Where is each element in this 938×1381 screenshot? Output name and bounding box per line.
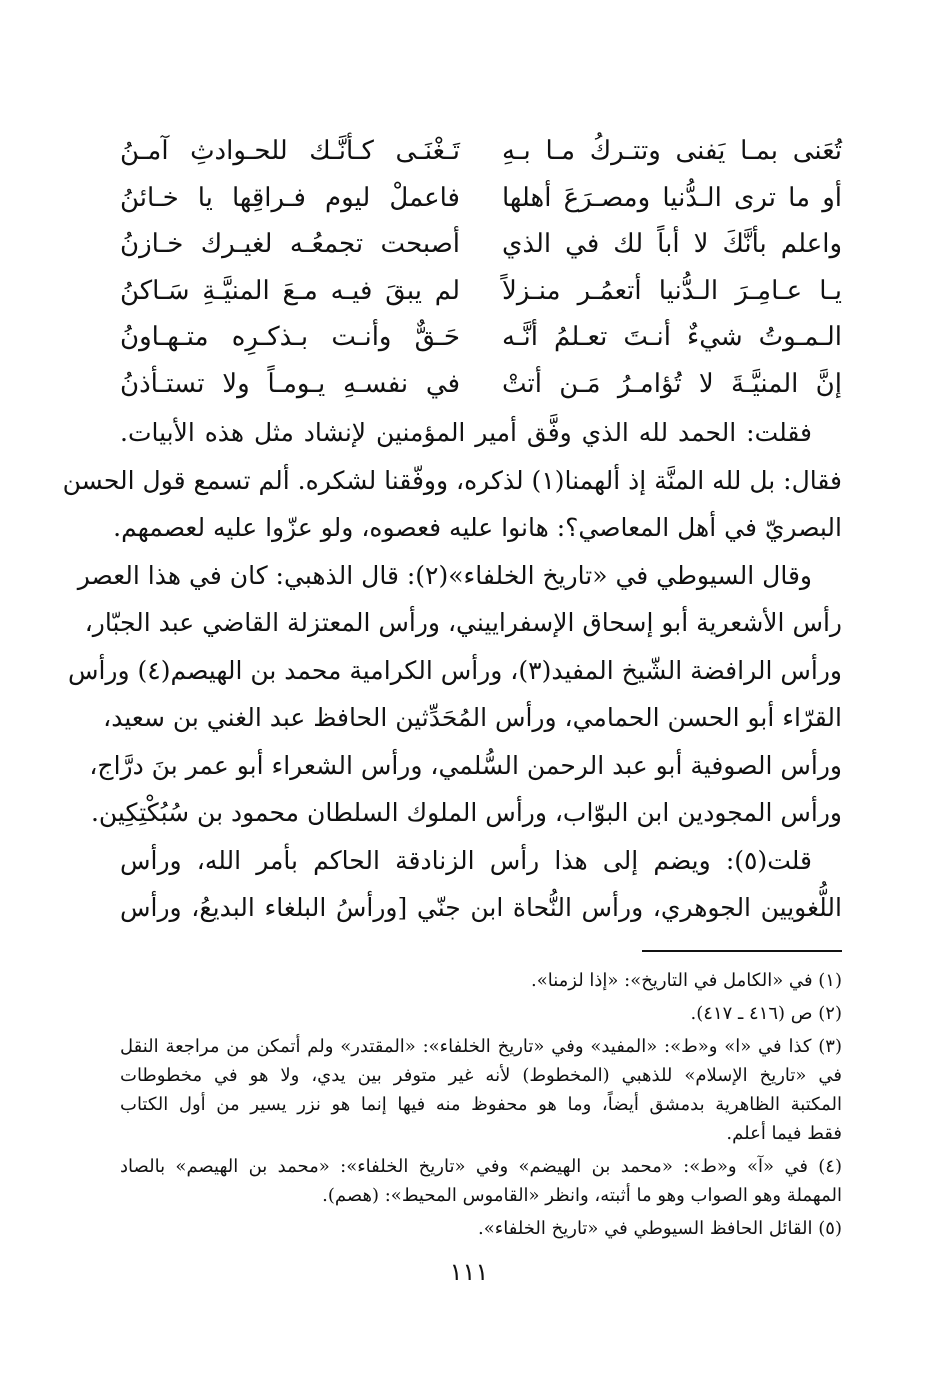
prose-line: فقال: بل لله المنَّة إذ ألهمنا(١) لذكره، ووفّقنا لشكره. ألم تسمع قول الحسن [62, 465, 842, 495]
footnote-separator [642, 950, 842, 952]
prose-line: فقلت: الحمد لله الذي وفَّق أمير المؤمنين لإنشاد مثل هذه الأبيات. [120, 418, 812, 447]
prose-line: رأس الأشعرية أبو إسحاق الإسفراييني، ورأس المعتزلة القاضي عبد الجبّار، [84, 608, 842, 637]
verse [120, 314, 842, 361]
footnote: (١) في «الكامل في التاريخ»: «إذا لزمنا». [530, 969, 842, 991]
footnote-continuation: المهملة وهو الصواب وهو ما أثبته، وانظر «القاموس المحيط»: (هصم). [322, 1184, 842, 1206]
verse-second-hemistich: أصبحت تجمعُـه لغيـرك خـازنُ [120, 229, 460, 259]
prose-line: ورأس الصوفية أبو عبد الرحمن السُّلمي، ورأس الشعراء أبو عمر بنَ درَّاج، [89, 750, 842, 780]
prose-line: قلت(٥): ويضم إلى هذا رأس الزنادقة الحاكم بأمر الله، ورأس [120, 845, 812, 875]
verse [120, 128, 842, 175]
page-body [62, 128, 842, 1243]
prose-line: اللُّغويين الجوهري، ورأس النُّحاة ابن جنّي [ورأسُ البلغاء البديعُ، ورأس [120, 893, 842, 922]
verse-first-hemistich: الـمـوتُ شيءٌ أنـتَ تعـلمُ أنَّـه [502, 322, 842, 352]
footnote: (٥) القائل الحافظ السيوطي في «تاريخ الخلفاء». [478, 1217, 842, 1239]
prose-line: ورأس الرافضة الشّيخ المفيد(٣)، ورأس الكرامية محمد بن الهيصم(٤) ورأس [67, 655, 842, 685]
verse-second-hemistich: في نفسـهِ يـومـاً ولا تستـأذنُ [120, 368, 460, 399]
verse-first-hemistich: يـا عـامِـرَ الـدُّنيا أتعمُـر منـزلاً [502, 275, 842, 306]
footnote: (٢) ص (٤١٦ ـ ٤١٧). [690, 1002, 842, 1024]
footnote-continuation: في «تاريخ الإسلام» للذهبي (المخطوط) لأنه غير متوفر بين يدي، ولا هو في مخطوطات [120, 1064, 842, 1086]
footnote: (٣) كذا في «ا» و«ط»: «المفيد» وفي «تاريخ الخلفاء»: «المقتدر» ولم أتمكن من مراجعة النقل [120, 1035, 842, 1057]
verse-first-hemistich: تُعَنى بمـا يَفنى وتتـركُ مـا بـهِ [502, 136, 842, 166]
verse-first-hemistich: إنَّ المنيَّـةَ لا تُؤامـرُ مَـن أتتْ [502, 368, 842, 399]
prose-line: البصريّ في أهل المعاصي؟: هانوا عليه فعصوه، ولو عزّوا عليه لعصمهم. [113, 513, 842, 542]
footnote: (٤) في «آ» و«ط»: «محمد بن الهيضم» وفي «تاريخ الخلفاء»: «محمد بن الهيصم» بالصاد [120, 1155, 842, 1177]
poem [120, 128, 842, 407]
prose-line: القرّاء أبو الحسن الحمامي، ورأس المُحَدِّثين الحافظ عبد الغني بن سعيد، [103, 703, 842, 732]
footnote-continuation: المكتبة الظاهرية بدمشق أيضاً، وما هو محفوظ منه فيها إنما هو نزر يسير من أول الكتاب [120, 1093, 842, 1115]
prose-text [62, 409, 842, 932]
verse [120, 221, 842, 268]
verse-second-hemistich: تَـغْنَـى كـأنَّـك للحـوادثِ آمـنُ [120, 136, 460, 166]
footnotes [120, 966, 842, 1243]
verse-second-hemistich: حَـقٌّ وأنـت بـذكـرِه متـهـاونُ [120, 322, 460, 352]
verse-first-hemistich: أو ما ترى الـدُّنيا ومصـرَعَ أهلها [502, 182, 842, 213]
prose-line: وقال السيوطي في «تاريخ الخلفاء»(٢): قال الذهبي: كان في هذا العصر [77, 560, 812, 590]
verse-first-hemistich: واعلم بأنَّكَ لا أباً لك في الذي [502, 229, 842, 259]
verse [120, 361, 842, 408]
footnote-continuation: فقط فيما أعلم. [726, 1122, 842, 1144]
verse-second-hemistich: فاعملْ ليوم فـراقِها يا خـائنُ [120, 182, 460, 213]
verse [120, 175, 842, 222]
verse-second-hemistich: لم يبقَ فيـه مـعَ المنيَّـةِ سَـاكنُ [120, 275, 460, 306]
verse [120, 268, 842, 315]
page-number: ١١١ [449, 1258, 489, 1286]
prose-line: ورأس المجودين ابن البوّاب، ورأس الملوك السلطان محمود بن سُبُكْتِكِين. [90, 798, 842, 827]
